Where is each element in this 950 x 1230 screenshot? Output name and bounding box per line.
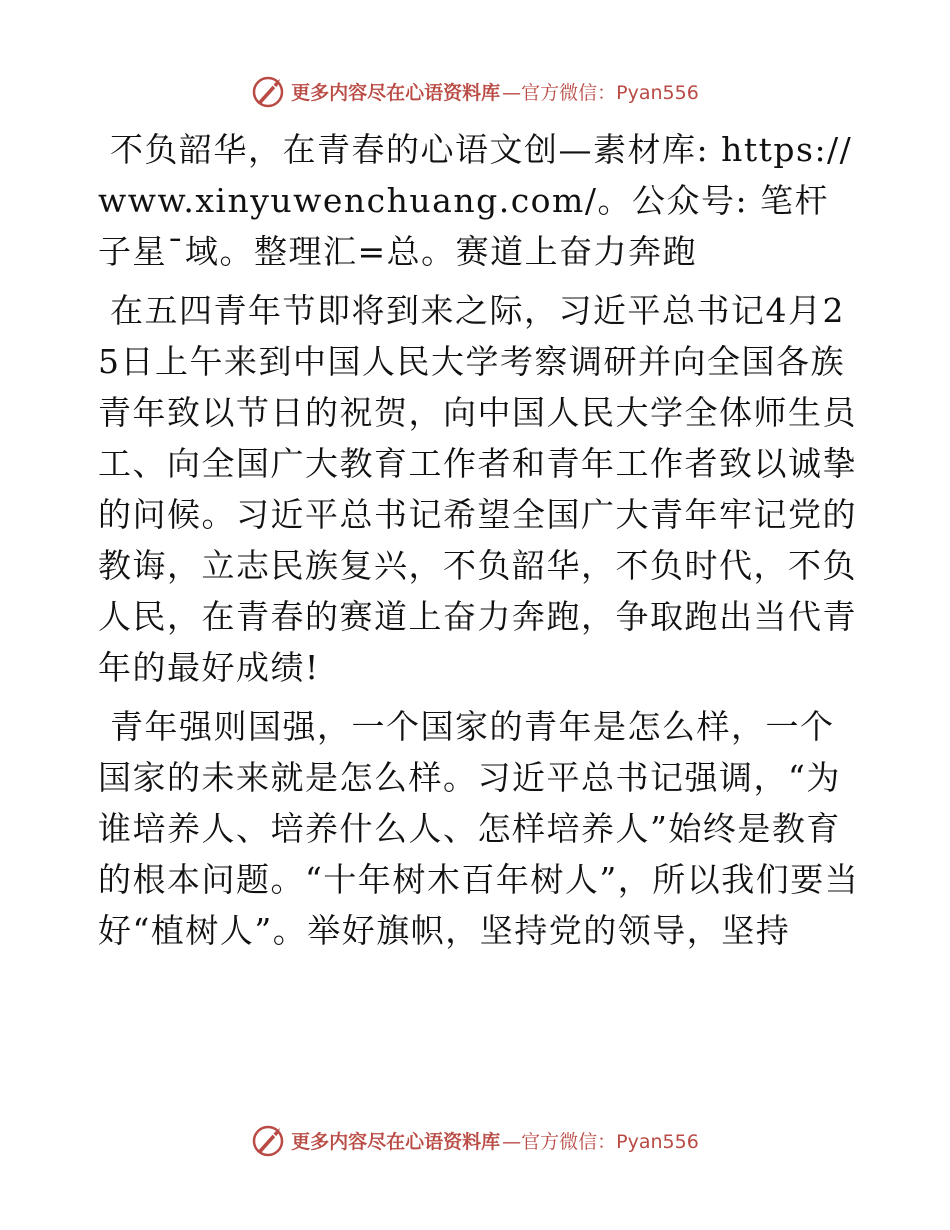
banner-wechat-text: —官方微信：Pyan556: [502, 1130, 699, 1153]
paragraph-intro: 不负韶华，在青春的心语文创—素材库: https://www.xinyuwenchuang.com/。公众号: 笔杆子星¯域。整理汇=总。赛道上奋力奔跑: [98, 130, 853, 271]
banner-wechat-text: —官方微信：Pyan556: [502, 81, 699, 104]
paragraph-youth: 青年强则国强，一个国家的青年是怎么样，一个国家的未来就是怎么样。习近平总书记强调，“为谁培养人、培养什么人、怎样培养人”始终是教育的根本问题。“十年树木百年树人”，所以我们要当好“植树人”。举好旗帜，坚持党的领导，坚持: [98, 707, 860, 950]
banner-site-text: 更多内容尽在心语资料库: [291, 81, 501, 104]
header-banner: [0, 69, 950, 113]
document-body: [98, 124, 862, 956]
pen-logo-icon: [251, 73, 287, 109]
paragraph-wusi: 在五四青年节即将到来之际，习近平总书记4月25日上午来到中国人民大学考察调研并向全国各族青年致以节日的祝贺，向中国人民大学全体师生员工、向全国广大教育工作者和青年工作者致以诚挚的问候。习近平总书记希望全国广大青年牢记党的教诲，立志民族复兴，不负韶华，不负时代，不负人民，在青春的赛道上奋力奔跑，争取跑出当代青年的最好成绩!: [98, 291, 857, 687]
footer-banner: [0, 1118, 950, 1162]
pen-logo-icon: [251, 1122, 287, 1158]
banner-site-text: 更多内容尽在心语资料库: [291, 1130, 501, 1153]
